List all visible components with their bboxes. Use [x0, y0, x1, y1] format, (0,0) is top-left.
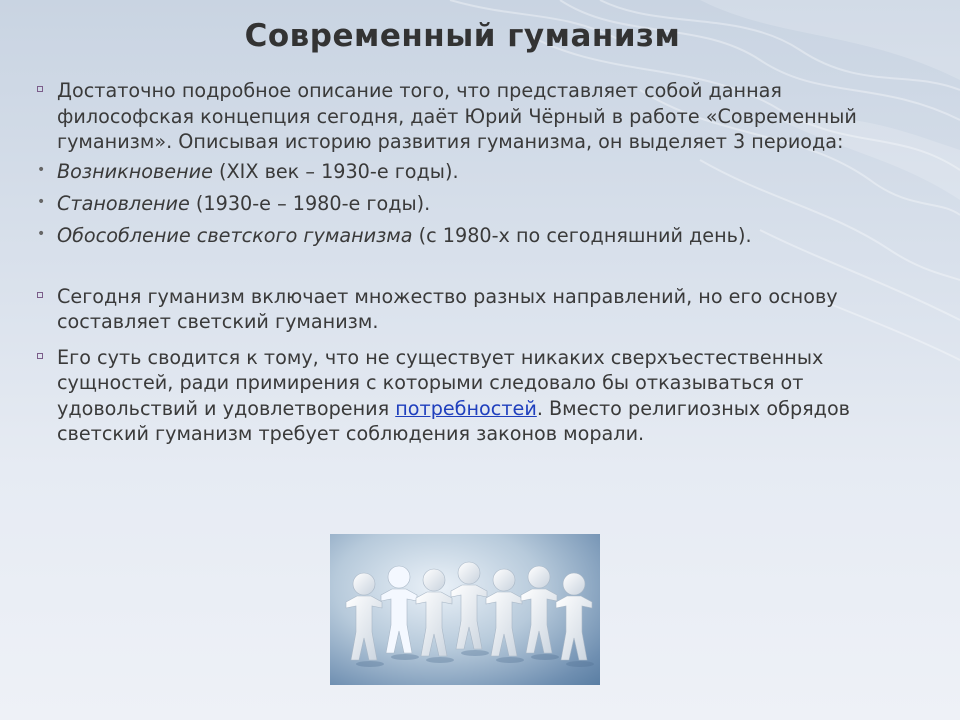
square-bullet-icon	[37, 86, 43, 92]
square-bullet-icon	[37, 292, 43, 298]
period-item-3	[36, 223, 916, 248]
intro-text: Достаточно подробное описание того, что представляет собой данная философская концепция сегодня, даёт Юрий Чёрный в работе «Современный гуманизм». Описывая историю развития гуманизма, он выделяет 3 периода:	[57, 79, 857, 153]
intro-paragraph	[36, 78, 916, 155]
dot-bullet-icon: •	[37, 161, 46, 178]
paper-people-illustration	[330, 534, 600, 685]
paper-person-figure	[346, 573, 382, 660]
secular-humanism-paragraph	[36, 284, 916, 335]
dot-bullet-icon: •	[37, 225, 46, 242]
period-item-2	[36, 191, 916, 216]
period-name: Обособление светского гуманизма	[57, 223, 413, 247]
period-detail: (с 1980-х по сегодняшний день).	[412, 223, 752, 247]
paper-person-figure	[556, 573, 592, 660]
period-name: Возникновение	[57, 159, 213, 183]
para2-text: Сегодня гуманизм включает множество разных направлений, но его основу составляет светский гуманизм.	[57, 284, 838, 333]
slide-content	[36, 78, 916, 447]
paper-person-figure	[416, 569, 452, 656]
paper-person-figure	[486, 569, 522, 656]
square-bullet-icon	[37, 353, 43, 359]
para3-text-after: . Вместо религиозных обрядов светский гуманизм требует соблюдения законов морали.	[57, 396, 850, 445]
para3-text-before: Его суть сводится к тому, что не существует никаких сверхъестественных сущностей, ради примирения с которыми следовало бы отказываться от удовольствий и удовлетворения	[57, 345, 824, 420]
paper-person-figure	[381, 566, 417, 653]
paper-person-figure	[521, 566, 557, 653]
dot-bullet-icon: •	[37, 193, 46, 210]
essence-paragraph	[36, 345, 916, 447]
period-detail: (1930-е – 1980-е годы).	[189, 191, 431, 215]
paper-people-chain-image	[330, 534, 600, 685]
period-item-1	[36, 159, 916, 184]
slide-title: Современный гуманизм	[244, 18, 681, 54]
period-name: Становление	[57, 191, 190, 215]
period-detail: (XIX век – 1930-е годы).	[212, 159, 459, 183]
paper-person-figure	[451, 562, 487, 649]
needs-link[interactable]: потребностей	[395, 396, 537, 420]
